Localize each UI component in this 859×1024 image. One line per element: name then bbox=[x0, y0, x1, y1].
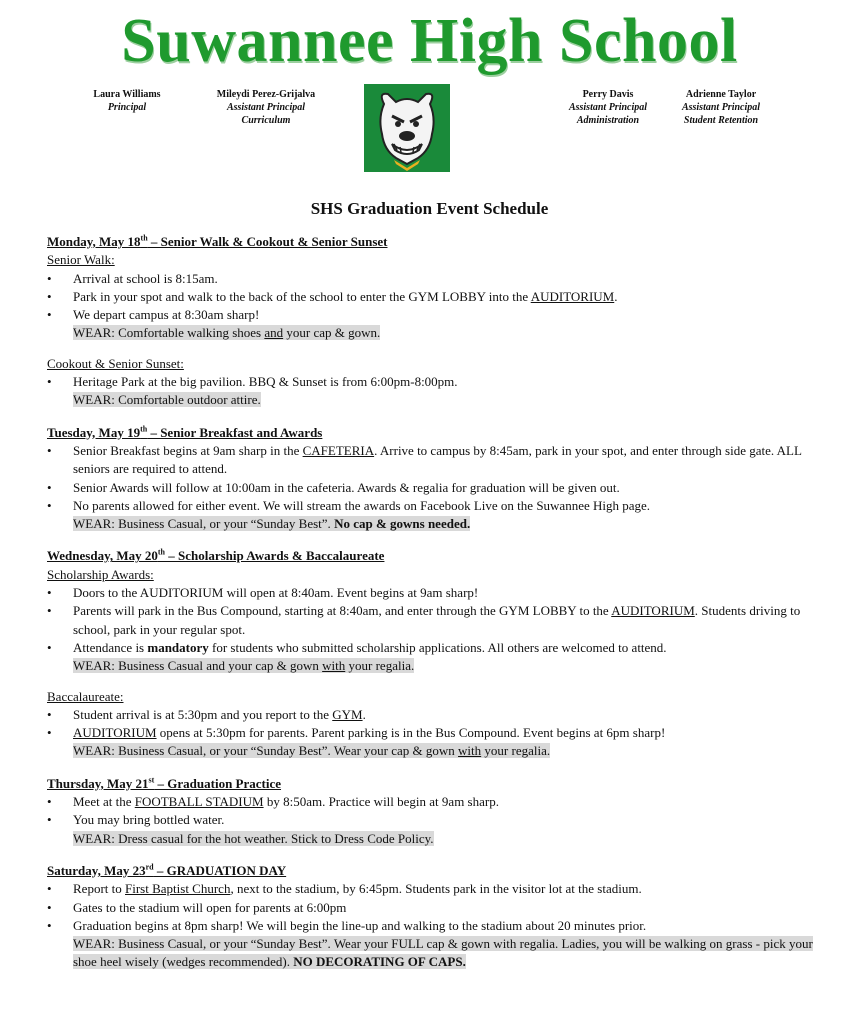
item-text: by 8:50am. Practice will begin at 9am sharp. bbox=[263, 794, 499, 810]
item-text: Attendance is bbox=[73, 639, 148, 655]
wear-emphasis: with bbox=[322, 658, 346, 674]
item-location: GYM bbox=[332, 706, 363, 722]
staff-role: Assistant Principal bbox=[681, 102, 761, 113]
list-item: • Graduation begins at 8pm sharp! We will begin the line-up and walking to the stadium about 20 minutes prior. bbox=[47, 917, 827, 935]
wear-note bbox=[47, 742, 827, 760]
staff-role: Assistant Principal bbox=[568, 102, 648, 113]
item-text: . Arrive to campus by 8:45am, park in your spot, and enter through side gate. ALL seniors are required to attend. bbox=[73, 442, 802, 477]
list-item: • Heritage Park at the big pavilion. BBQ & Sunset is from 6:00pm-8:00pm. bbox=[47, 373, 827, 391]
item-text: Parents will park in the Bus Compound, starting at 8:40am, and enter through the GYM LOBBY to the bbox=[73, 603, 612, 619]
wednesday-heading bbox=[47, 547, 827, 565]
staff-role: Principal bbox=[107, 102, 147, 113]
senior-walk-subheading: Senior Walk: bbox=[47, 252, 115, 268]
monday-heading bbox=[47, 233, 827, 251]
item-text: Senior Breakfast begins at 9am sharp in the bbox=[73, 442, 303, 458]
wear-text: WEAR: Comfortable outdoor attire. bbox=[73, 392, 261, 408]
staff-name: Laura Williams bbox=[93, 89, 161, 100]
day-label: Thursday, May 21 bbox=[47, 775, 149, 791]
wear-text: your regalia. bbox=[345, 658, 415, 674]
event-label: – Senior Walk & Cookout & Senior Sunset bbox=[147, 234, 388, 249]
wear-emphasis: NO DECORATING OF CAPS. bbox=[293, 954, 466, 970]
item-text: . bbox=[362, 706, 366, 722]
item-text: Student arrival is at 5:30pm and you report to the bbox=[73, 706, 333, 722]
staff-principal bbox=[82, 88, 172, 114]
list-item bbox=[47, 288, 827, 306]
list-item bbox=[47, 639, 827, 657]
list-item bbox=[47, 602, 827, 639]
item-text: Meet at the bbox=[73, 794, 135, 810]
item-location: CAFETERIA bbox=[302, 442, 375, 458]
day-suffix: th bbox=[140, 233, 148, 243]
wear-emphasis: No cap & gowns needed. bbox=[334, 516, 471, 532]
wear-note bbox=[47, 935, 827, 972]
thursday-heading bbox=[47, 775, 827, 793]
wear-emphasis: with bbox=[458, 743, 482, 759]
staff-ap-administration bbox=[548, 88, 668, 127]
item-location: FOOTBALL STADIUM bbox=[134, 794, 264, 810]
event-label: – Senior Breakfast and Awards bbox=[147, 424, 323, 440]
item-text: Report to bbox=[73, 881, 125, 897]
list-item bbox=[47, 724, 827, 742]
event-label: – Scholarship Awards & Baccalaureate bbox=[165, 548, 385, 564]
school-name: Suwannee High School bbox=[121, 7, 738, 75]
wear-text: your regalia. bbox=[481, 743, 551, 759]
wear-text: WEAR: Comfortable walking shoes bbox=[73, 325, 265, 341]
staff-ap-retention bbox=[666, 88, 776, 127]
list-item bbox=[47, 442, 827, 479]
wear-text: your cap & gown. bbox=[283, 325, 381, 341]
staff-name: Perry Davis bbox=[582, 89, 634, 100]
day-suffix: rd bbox=[145, 862, 154, 872]
item-location: AUDITORIUM bbox=[73, 725, 157, 741]
day-label: Tuesday, May 19 bbox=[47, 424, 141, 440]
item-text: , next to the stadium, by 6:45pm. Students park in the visitor lot at the stadium. bbox=[230, 881, 642, 897]
wear-note bbox=[47, 830, 827, 848]
list-item bbox=[47, 880, 827, 898]
item-location: First Baptist Church bbox=[125, 881, 231, 897]
item-text: for students who submitted scholarship applications. All others are welcomed to attend. bbox=[208, 639, 667, 655]
wear-emphasis: and bbox=[264, 325, 284, 341]
tuesday-heading bbox=[47, 424, 827, 442]
day-suffix: th bbox=[157, 548, 165, 558]
staff-name: Mileydi Perez-Grijalva bbox=[216, 89, 316, 100]
item-text: . Students driving to school, park in your regular spot. bbox=[73, 603, 801, 637]
wear-note bbox=[47, 324, 827, 342]
day-label: Monday, May 18 bbox=[47, 234, 141, 249]
list-item: • Arrival at school is 8:15am. bbox=[47, 270, 827, 288]
item-text: opens at 5:30pm for parents. Parent parking is in the Bus Compound. Event begins at 6pm sharp! bbox=[156, 725, 666, 741]
item-emphasis: mandatory bbox=[147, 639, 209, 655]
day-label: Wednesday, May 20 bbox=[47, 548, 158, 564]
list-item: • You may bring bottled water. bbox=[47, 811, 827, 829]
wear-text: WEAR: Dress casual for the hot weather. Stick to Dress Code Policy. bbox=[73, 830, 434, 846]
staff-ap-curriculum bbox=[196, 88, 336, 127]
list-item bbox=[47, 793, 827, 811]
wear-text: WEAR: Business Casual, or your “Sunday Best”. bbox=[73, 516, 335, 532]
list-item: • Gates to the stadium will open for parents at 6:00pm bbox=[47, 899, 827, 917]
scholarship-subheading: Scholarship Awards: bbox=[47, 566, 154, 582]
event-label: – Graduation Practice bbox=[154, 775, 282, 791]
staff-role-area: Curriculum bbox=[241, 115, 291, 126]
staff-role: Assistant Principal bbox=[226, 102, 306, 113]
list-item bbox=[47, 706, 827, 724]
list-item: • No parents allowed for either event. We will stream the awards on Facebook Live on the Suwannee High page. bbox=[47, 497, 827, 515]
day-suffix: th bbox=[140, 424, 148, 434]
item-location: AUDITORIUM bbox=[611, 603, 695, 619]
wear-note bbox=[47, 657, 827, 675]
bulldog-mascot-icon bbox=[364, 84, 450, 172]
wear-text: WEAR: Business Casual, or your “Sunday Best”. Wear your FULL cap & gown with regalia. Ladies, you will be walking on grass - pick your shoe heel wisely (wedges recommended). bbox=[73, 936, 813, 970]
item-location: AUDITORIUM bbox=[530, 288, 615, 304]
list-item: • Senior Awards will follow at 10:00am in the cafeteria. Awards & regalia for graduation will be given out. bbox=[47, 479, 827, 497]
wear-note bbox=[47, 515, 827, 533]
day-suffix: st bbox=[148, 775, 155, 785]
document-title: SHS Graduation Event Schedule bbox=[310, 199, 549, 218]
baccalaureate-subheading: Baccalaureate: bbox=[47, 688, 124, 704]
wear-text: WEAR: Business Casual, or your “Sunday Best”. Wear your cap & gown bbox=[73, 743, 459, 759]
staff-name: Adrienne Taylor bbox=[685, 89, 757, 100]
item-text: Park in your spot and walk to the back of the school to enter the GYM LOBBY into the bbox=[73, 288, 531, 304]
day-label: Saturday, May 23 bbox=[47, 862, 146, 878]
list-item: • Doors to the AUDITORIUM will open at 8:40am. Event begins at 9am sharp! bbox=[47, 584, 827, 602]
event-label: – GRADUATION DAY bbox=[153, 862, 287, 878]
cookout-subheading: Cookout & Senior Sunset: bbox=[47, 355, 184, 371]
staff-role-area: Student Retention bbox=[683, 115, 759, 126]
schedule-body bbox=[47, 233, 827, 972]
item-text: . bbox=[614, 288, 618, 304]
staff-role-area: Administration bbox=[576, 115, 640, 126]
saturday-heading bbox=[47, 862, 827, 880]
wear-note bbox=[47, 391, 827, 409]
list-item: • We depart campus at 8:30am sharp! bbox=[47, 306, 827, 324]
wear-text: WEAR: Business Casual and your cap & gown bbox=[73, 658, 323, 674]
